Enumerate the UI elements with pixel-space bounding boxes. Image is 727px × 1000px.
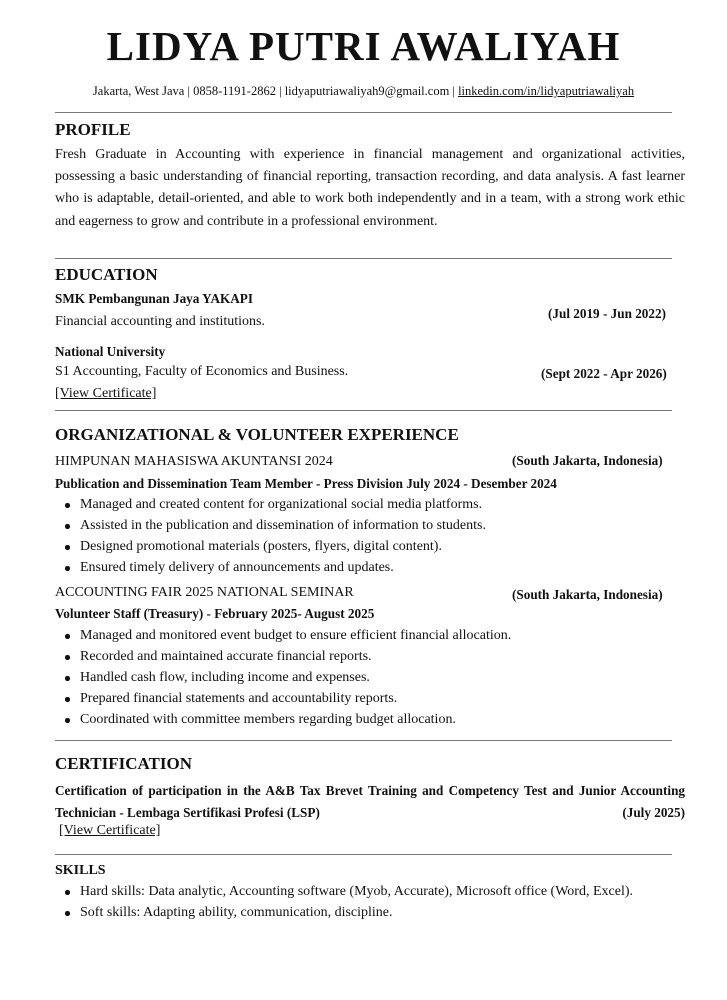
list-item: Recorded and maintained accurate financial reports. — [55, 646, 511, 667]
view-certificate-link[interactable]: [View Certificate] — [59, 823, 161, 838]
education-dates: (Jul 2019 - Jun 2022) — [548, 306, 666, 321]
education-description: S1 Accounting, Faculty of Economics and Business. — [55, 364, 349, 379]
list-item: Handled cash flow, including income and expenses. — [55, 667, 511, 688]
role-title: Publication and Dissemination Team Member - Press Division July 2024 - Desember 2024 — [55, 476, 557, 491]
certification-text — [55, 780, 685, 824]
education-school: National University — [55, 344, 166, 359]
divider — [55, 740, 672, 741]
certification-description: Certification of participation in the A&B Tax Brevet Training and Competency Test and Junior Accounting Technician - Lembaga Sertifikasi Profesi (LSP) — [55, 783, 685, 820]
divider — [55, 410, 672, 411]
organization-location: (South Jakarta, Indonesia) — [512, 453, 663, 468]
experience-heading: ORGANIZATIONAL & VOLUNTEER EXPERIENCE — [55, 425, 459, 444]
divider — [55, 258, 672, 259]
education-dates: (Sept 2022 - Apr 2026) — [541, 366, 667, 381]
skills-heading: SKILLS — [55, 863, 106, 878]
role-title: Volunteer Staff (Treasury) - February 2025- August 2025 — [55, 606, 375, 621]
list-item: Hard skills: Data analytic, Accounting software (Myob, Accurate), Microsoft office (Word, Excel). — [55, 881, 633, 902]
linkedin-link[interactable]: linkedin.com/in/lidyaputriawaliyah — [458, 84, 635, 98]
organization-location: (South Jakarta, Indonesia) — [512, 587, 663, 602]
certification-heading: CERTIFICATION — [55, 754, 192, 773]
skills-list — [55, 881, 633, 923]
divider — [55, 854, 672, 855]
education-heading: EDUCATION — [55, 265, 158, 284]
certification-date: (July 2025) — [622, 805, 685, 820]
responsibility-list — [55, 494, 486, 578]
profile-text: Fresh Graduate in Accounting with experience in financial management and organizational activities, possessing a basic understanding of financial reporting, transaction recording, and data analysis. A fast learner who is adaptable, detail-oriented, and able to work both independently and in a team, with a strong work ethic and eagerness to grow and contribute in a professional environment. — [55, 147, 685, 229]
organization-name: HIMPUNAN MAHASISWA AKUNTANSI 2024 — [55, 454, 333, 469]
list-item: Managed and created content for organizational social media platforms. — [55, 494, 486, 515]
organization-name: ACCOUNTING FAIR 2025 NATIONAL SEMINAR — [55, 585, 354, 600]
list-item: Prepared financial statements and accountability reports. — [55, 688, 511, 709]
list-item: Coordinated with committee members regarding budget allocation. — [55, 709, 511, 730]
list-item: Assisted in the publication and dissemination of information to students. — [55, 515, 486, 536]
contact-details: Jakarta, West Java | 0858-1191-2862 | lidyaputriawaliyah9@gmail.com | — [92, 84, 459, 98]
list-item: Soft skills: Adapting ability, communication, discipline. — [55, 902, 633, 923]
list-item: Ensured timely delivery of announcements and updates. — [55, 557, 486, 578]
education-description: Financial accounting and institutions. — [55, 314, 265, 329]
responsibility-list — [55, 625, 511, 730]
profile-heading: PROFILE — [55, 120, 131, 139]
divider — [55, 112, 672, 113]
contact-line — [0, 84, 727, 99]
list-item: Designed promotional materials (posters, flyers, digital content). — [55, 536, 486, 557]
education-school: SMK Pembangunan Jaya YAKAPI — [55, 291, 253, 306]
view-certificate-link[interactable]: [View Certificate] — [55, 386, 157, 401]
candidate-name: LIDYA PUTRI AWALIYAH — [106, 23, 621, 69]
list-item: Managed and monitored event budget to ensure efficient financial allocation. — [55, 625, 511, 646]
